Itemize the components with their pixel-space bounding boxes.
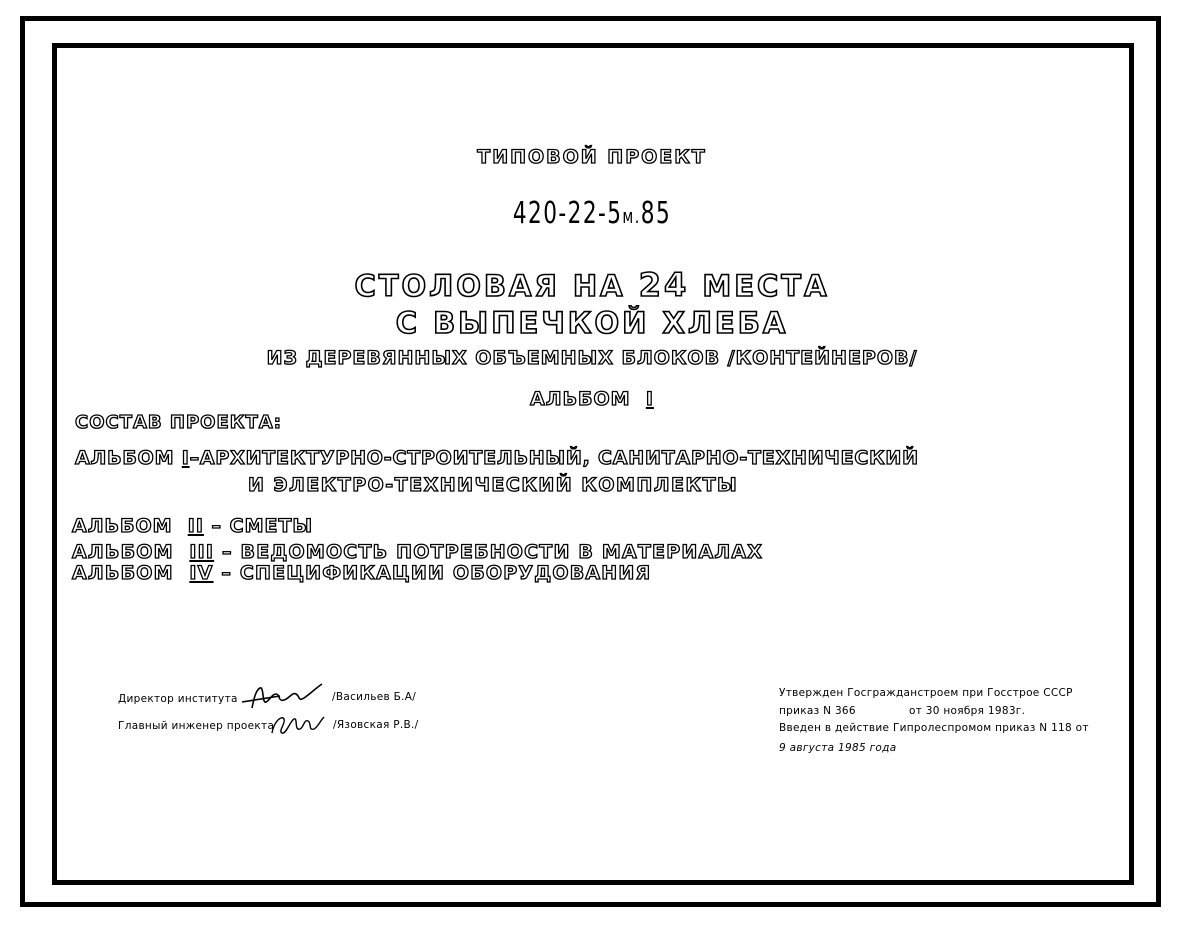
approval-order: приказ N 366	[779, 705, 856, 717]
project-type: ТИПОВОЙ ПРОЕКТ	[477, 146, 707, 168]
code-unit: м.	[622, 204, 641, 228]
title-subtitle: ИЗ ДЕРЕВЯННЫХ ОБЪЕМНЫХ БЛОКОВ /КОНТЕЙНЕРОВ/	[266, 347, 918, 369]
chief-engineer-name: /Язовская Р.В./	[333, 719, 419, 731]
contents-item-4-label: АЛЬБОМ	[72, 562, 174, 584]
contents-item-4-text: СПЕЦИФИКАЦИИ ОБОРУДОВАНИЯ	[239, 562, 652, 584]
chief-engineer-signature	[268, 711, 328, 739]
director-label: Директор института	[118, 693, 238, 705]
approval-date: от 30 ноября 1983г.	[909, 705, 1026, 717]
chief-engineer-label: Главный инженер проекта	[118, 720, 275, 732]
contents-item-1: АЛЬБОМ I–АРХИТЕКТУРНО-СТРОИТЕЛЬНЫЙ, САНИТАРНО-ТЕХНИЧЕСКИЙ	[75, 447, 919, 469]
contents-item-4: АЛЬБОМ IV – СПЕЦИФИКАЦИИ ОБОРУДОВАНИЯ	[72, 562, 652, 584]
director-name: /Васильев Б.А/	[332, 691, 417, 703]
contents-heading: СОСТАВ ПРОЕКТА:	[75, 412, 282, 433]
contents-item-3-text: ВЕДОМОСТЬ ПОТРЕБНОСТИ В МАТЕРИАЛАХ	[240, 541, 764, 563]
title-line-1	[0, 266, 1184, 304]
approval-line-4: 9 августа 1985 года	[779, 742, 897, 754]
contents-item-1-num: I	[181, 447, 190, 469]
director-signature	[240, 682, 328, 712]
album-title-label: АЛЬБОМ	[530, 388, 631, 410]
project-code	[166, 196, 1018, 231]
contents-item-2: АЛЬБОМ II – СМЕТЫ	[72, 515, 314, 537]
contents-item-2-label: АЛЬБОМ	[72, 515, 173, 537]
approval-line-3: Введен в действие Гипролеспромом приказ N 118 от	[779, 722, 1089, 734]
contents-item-1-continuation: И ЭЛЕКТРО-ТЕХНИЧЕСКИЙ КОМПЛЕКТЫ	[248, 474, 739, 496]
title-line-1-pre: СТОЛОВАЯ НА	[354, 269, 639, 303]
contents-item-1-text: АРХИТЕКТУРНО-СТРОИТЕЛЬНЫЙ, САНИТАРНО-ТЕХНИЧЕСКИЙ	[199, 447, 919, 469]
contents-item-1-label: АЛЬБОМ	[75, 447, 175, 469]
code-year: 85	[640, 196, 672, 231]
contents-item-3-label: АЛЬБОМ	[72, 541, 174, 563]
contents-item-3-num: III	[189, 541, 215, 563]
album-title	[0, 388, 1184, 410]
approval-line-2	[779, 705, 1026, 717]
contents-item-4-num: IV	[189, 562, 214, 584]
title-line-1-post: МЕСТА	[689, 269, 830, 303]
album-title-num: I	[645, 388, 654, 410]
contents-item-3: АЛЬБОМ III – ВЕДОМОСТЬ ПОТРЕБНОСТИ В МАТЕРИАЛАХ	[72, 541, 764, 563]
code-main: 420-22-5	[512, 196, 623, 231]
title-line-1-num: 24	[638, 266, 690, 304]
title-line-2: С ВЫПЕЧКОЙ ХЛЕБА	[395, 306, 789, 340]
contents-item-2-num: II	[187, 515, 204, 537]
contents-item-2-text: СМЕТЫ	[229, 515, 314, 537]
approval-line-1: Утвержден Госгражданстроем при Госстрое СССР	[779, 687, 1073, 699]
